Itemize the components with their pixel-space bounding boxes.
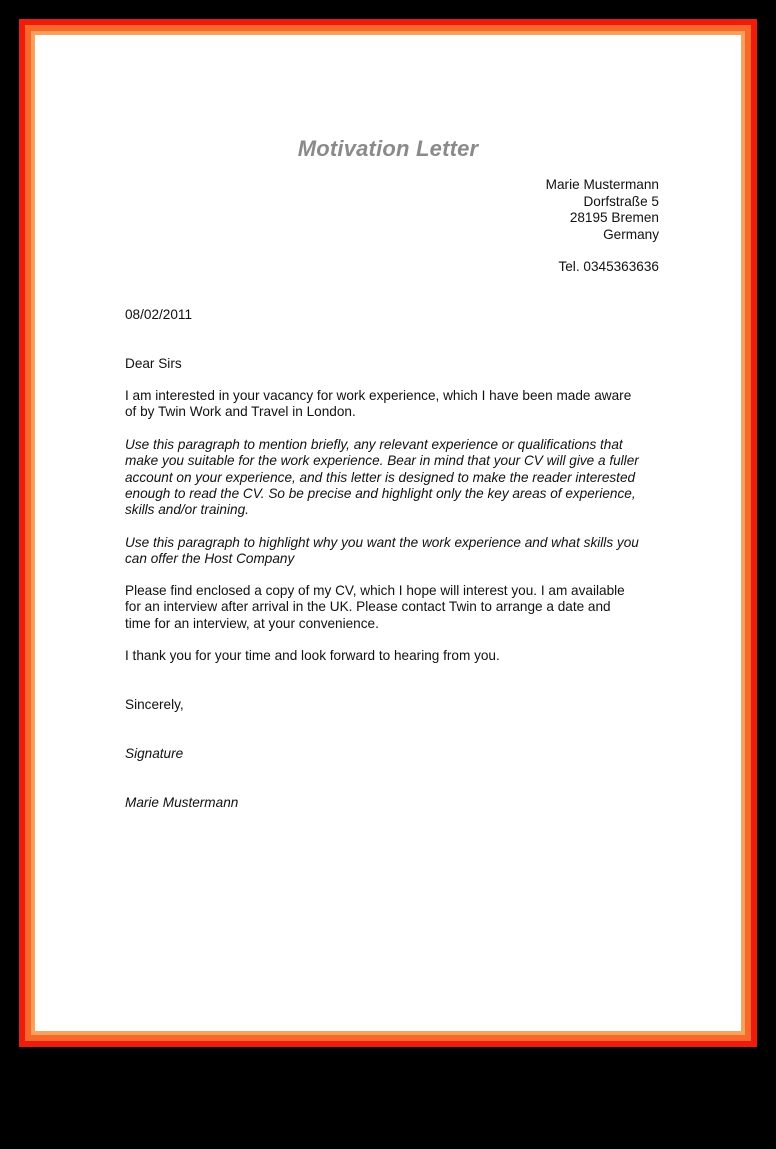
paragraph-line: of by Twin Work and Travel in London.	[125, 404, 356, 420]
signer-name: Marie Mustermann	[125, 795, 239, 810]
sender-city: 28195 Bremen	[569, 210, 659, 225]
paragraph-intro	[125, 388, 685, 421]
paragraph-line: Use this paragraph to highlight why you want the work experience and what skills you	[125, 535, 639, 550]
letter-page	[35, 35, 741, 1031]
letter-title: Motivation Letter	[297, 136, 479, 161]
letter-frame	[19, 19, 757, 1047]
paragraph-line: Please find enclosed a copy of my CV, which I hope will interest you. I am available	[125, 583, 625, 598]
salutation: Dear Sirs	[125, 356, 182, 371]
paragraph-thanks: I thank you for your time and look forward to hearing from you.	[125, 648, 500, 663]
paragraph-line: account on your experience, and this letter is designed to make the reader interested	[125, 469, 636, 485]
paragraph-line: enough to read the CV. So be precise and highlight only the key areas of experience,	[125, 485, 636, 501]
signature: Signature	[125, 746, 184, 761]
paragraph-closing	[125, 583, 685, 632]
sender-name: Marie Mustermann	[545, 177, 659, 192]
frame-border-middle	[25, 25, 751, 1041]
paragraph-line: Use this paragraph to mention briefly, any relevant experience or qualifications that	[125, 437, 623, 452]
sender-street: Dorfstraße 5	[583, 193, 659, 209]
paragraph-line: skills and/or training.	[125, 502, 249, 518]
frame-border-inner	[31, 31, 745, 1035]
sender-address	[546, 177, 659, 243]
paragraph-experience	[125, 437, 685, 518]
sender-country: Germany	[603, 226, 659, 242]
paragraph-line: for an interview after arrival in the UK. Please contact Twin to arrange a date and	[125, 599, 611, 615]
sign-off: Sincerely,	[125, 697, 184, 712]
paragraph-line: can offer the Host Company	[125, 551, 295, 567]
paragraph-motivation	[125, 535, 685, 568]
paragraph-line: make you suitable for the work experience. Bear in mind that your CV will give a fuller	[125, 453, 639, 469]
sender-phone: Tel. 0345363636	[558, 259, 659, 274]
paragraph-line: time for an interview, at your convenience.	[125, 615, 379, 631]
letter-date: 08/02/2011	[125, 307, 193, 322]
paragraph-line: I am interested in your vacancy for work experience, which I have been made aware	[125, 388, 632, 403]
